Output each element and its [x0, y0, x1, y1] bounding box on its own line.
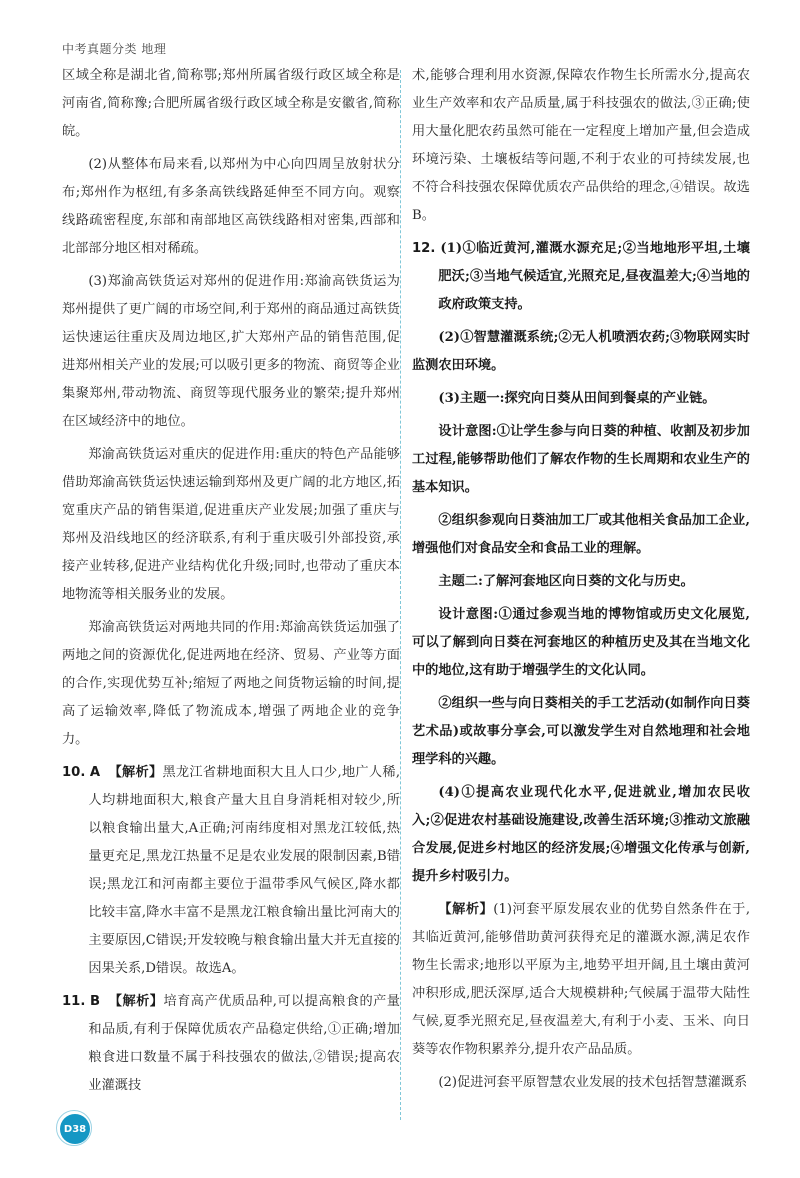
paragraph: 设计意图:①通过参观当地的博物馆或历史文化展览,可以了解到向日葵在河套地区的种植历史及其在当地文化中的地位,这有助于增强学生的文化认同。 [412, 607, 750, 678]
analysis-text: 培育高产优质品种,可以提高粮食的产量和品质,有利于保障优质农产品稳定供给,①正确;增加粮食进口数量不属于科技强农的做法,②错误;提高农业灌溉技 [88, 994, 400, 1093]
question-number: 12. [412, 241, 436, 256]
answer-letter: B [90, 994, 101, 1009]
answer-text: (1)①临近黄河,灌溉水源充足;②当地地形平坦,土壤肥沃;③当地气候适宜,光照充足,昼夜温差大;④当地的政府政策支持。 [438, 241, 750, 312]
paragraph: (2)从整体布局来看,以郑州为中心向四周呈放射状分布;郑州作为枢纽,有多条高铁线路延伸至不同方向。观察线路疏密程度,东部和南部地区高铁线路相对密集,西部和北部部分地区相对稀疏。 [62, 157, 400, 256]
left-column [62, 62, 400, 1105]
analysis-paragraph [412, 896, 750, 1064]
paragraph: ②组织参观向日葵油加工厂或其他相关食品加工企业,增强他们对食品安全和食品工业的理解。 [412, 513, 750, 556]
question-10 [62, 759, 400, 983]
paragraph: (4)①提高农业现代化水平,促进就业,增加农民收入;②促进农村基础设施建设,改善生活环境;③推动文旅融合发展,促进乡村地区的经济发展;④增强文化传承与创新,提升乡村吸引力。 [412, 785, 750, 884]
paragraph: 区域全称是湖北省,简称鄂;郑州所属省级行政区域全称是河南省,简称豫;合肥所属省级行政区域全称是安徽省,简称皖。 [62, 68, 400, 139]
page-header: 中考真题分类 地理 [62, 42, 167, 56]
question-number: 10. [62, 765, 86, 780]
analysis-tag: 【解析】 [108, 765, 163, 780]
answer-letter: A [89, 765, 101, 780]
question-11 [62, 988, 400, 1100]
analysis-tag: 【解析】 [108, 994, 164, 1009]
right-column [412, 62, 750, 1102]
column-divider [400, 70, 401, 1120]
page-number-badge: D38 [60, 1114, 90, 1144]
question-number: 11. [62, 994, 86, 1009]
paragraph: (2)促进河套平原智慧农业发展的技术包括智慧灌溉系 [438, 1075, 748, 1090]
paragraph: 郑渝高铁货运对两地共同的作用:郑渝高铁货运加强了两地之间的资源优化,促进两地在经济、贸易、产业等方面的合作,实现优势互补;缩短了两地之间货物运输的时间,提高了运输效率,降低了物流成本,增强了两地企业的竞争力。 [62, 620, 400, 747]
paragraph: 郑渝高铁货运对重庆的促进作用:重庆的特色产品能够借助郑渝高铁货运快速运输到郑州及更广阔的北方地区,拓宽重庆产品的销售渠道,促进重庆产业发展;加强了重庆与郑州及沿线地区的经济联系,有利于重庆吸引外部投资,承接产业转移,促进产业结构优化升级;同时,也带动了重庆本地物流等相关服务业的发展。 [62, 447, 400, 602]
question-12 [412, 235, 750, 319]
paragraph: 主题二:了解河套地区向日葵的文化与历史。 [438, 574, 694, 589]
analysis-text: (1)河套平原发展农业的优势自然条件在于,其临近黄河,能够借助黄河获得充足的灌溉水源,满足农作物生长需求;地形以平原为主,地势平坦开阔,且土壤由黄河冲积形成,肥沃深厚,适合大规模耕种;气候属于温带大陆性气候,夏季光照充足,昼夜温差大,有利于小麦、玉米、向日葵等农作物积累养分,提升农产品品质。 [412, 902, 751, 1057]
paragraph: (3)主题一:探究向日葵从田间到餐桌的产业链。 [438, 391, 716, 406]
paragraph: 术,能够合理利用水资源,保障农作物生长所需水分,提高农业生产效率和农产品质量,属于科技强农的做法,③正确;使用大量化肥农药虽然可能在一定程度上增加产量,但会造成环境污染、土壤板结等问题,不利于农业的可持续发展,也不符合科技强农保障优质农产品供给的理念,④错误。故选B。 [412, 68, 750, 223]
paragraph: (2)①智慧灌溉系统;②无人机喷洒农药;③物联网实时监测农田环境。 [412, 330, 750, 373]
paragraph: ②组织一些与向日葵相关的手工艺活动(如制作向日葵艺术品)或故事分享会,可以激发学生对自然地理和社会地理学科的兴趣。 [412, 696, 750, 767]
paragraph: (3)郑渝高铁货运对郑州的促进作用:郑渝高铁货运为郑州提供了更广阔的市场空间,利于郑州的商品通过高铁货运快速运往重庆及周边地区,扩大郑州产品的销售范围,促进郑州相关产业的发展;可以吸引更多的物流、商贸等企业集聚郑州,带动物流、商贸等现代服务业的繁荣;提升郑州在区域经济中的地位。 [62, 274, 400, 429]
analysis-tag: 【解析】 [438, 902, 494, 917]
analysis-text: 黑龙江省耕地面积大且人口少,地广人稀,人均耕地面积大,粮食产量大且自身消耗相对较少,所以粮食输出量大,A正确;河南纬度相对黑龙江较低,热量更充足,黑龙江热量不足是农业发展的限制因素,B错误;黑龙江和河南都主要位于温带季风气候区,降水都比较丰富,降水丰富不是黑龙江粮食输出量比河南大的主要原因,C错误;开发较晚与粮食输出量大并无直接的因果关系,D错误。故选A。 [88, 765, 401, 976]
paragraph: 设计意图:①让学生参与向日葵的种植、收割及初步加工过程,能够帮助他们了解农作物的生长周期和农业生产的基本知识。 [412, 424, 750, 495]
